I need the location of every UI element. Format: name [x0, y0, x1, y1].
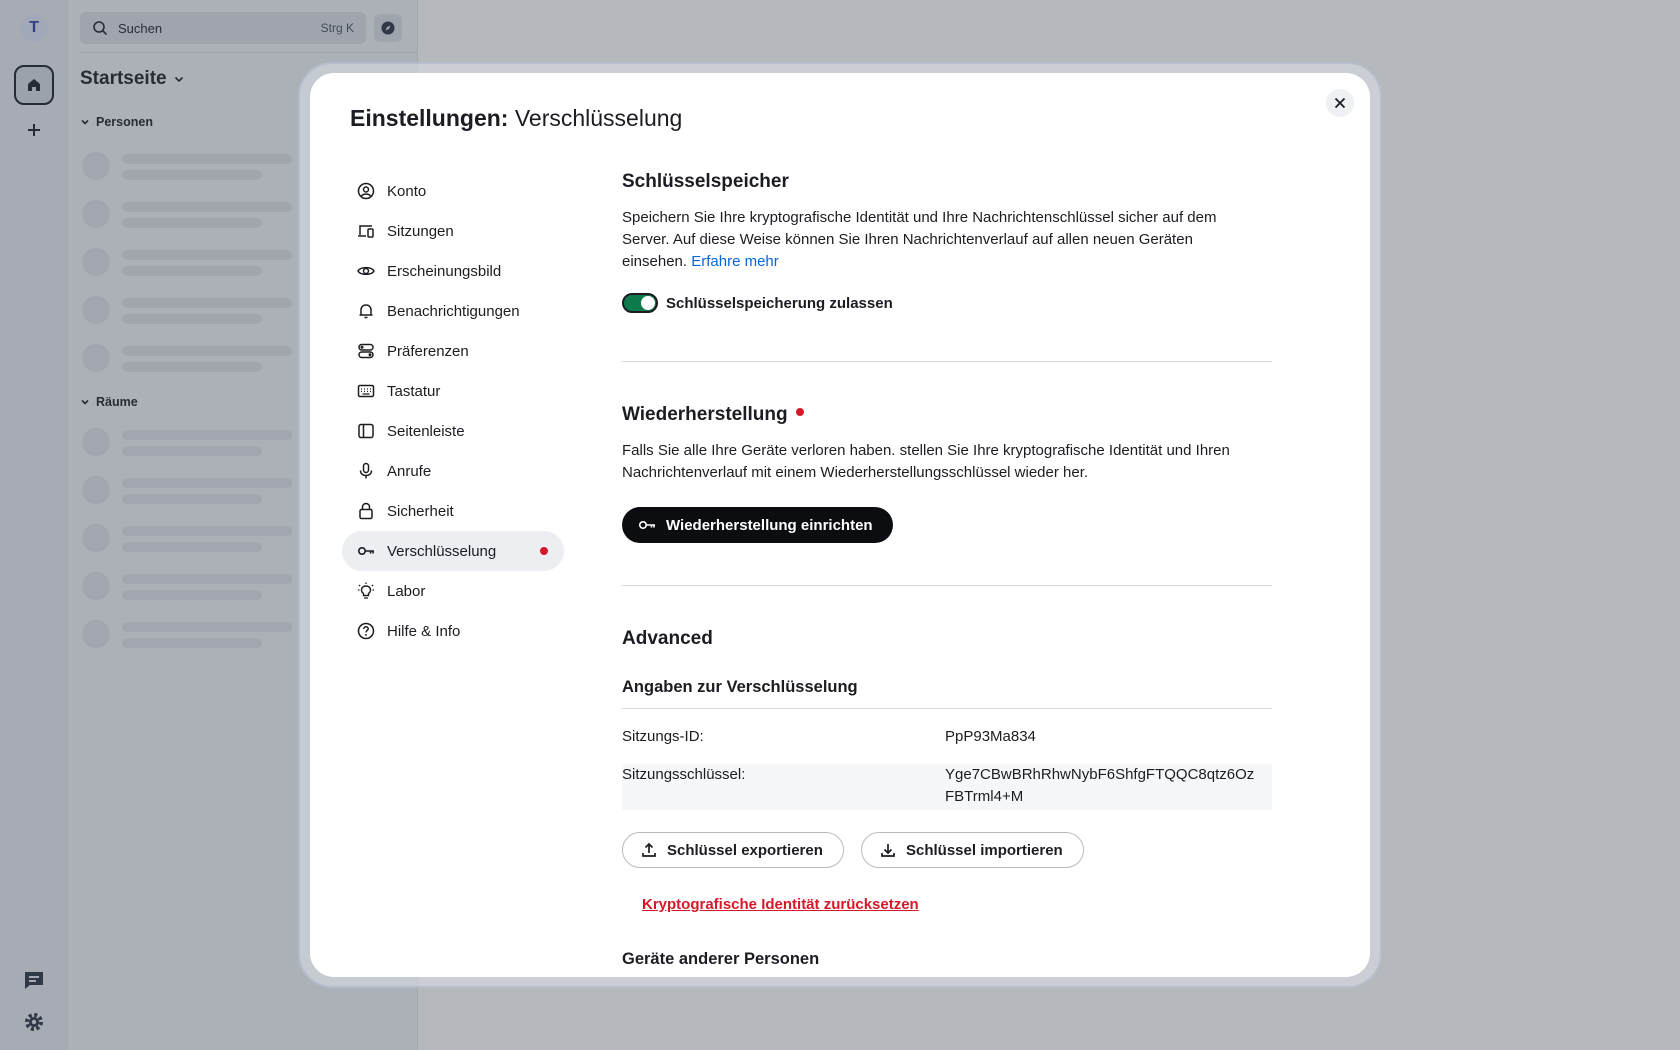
divider [622, 708, 1272, 709]
key-storage-toggle[interactable] [622, 293, 658, 313]
help-icon [356, 621, 376, 641]
other-devices-heading: Geräte anderer Personen [622, 950, 820, 968]
session-key-value [945, 764, 1272, 810]
nav-item-anrufe[interactable] [342, 451, 564, 491]
session-id-row [622, 726, 1272, 748]
session-id-label: Sitzungs-ID: [622, 728, 704, 745]
nav-item-label: Verschlüsselung [387, 542, 497, 560]
nav-item-label: Tastatur [387, 382, 441, 400]
nav-item-label: Konto [387, 182, 427, 200]
nav-item-erscheinungsbild[interactable] [342, 251, 564, 291]
session-key-value-line-1: Yge7CBwBRhRhwNybF6ShfgFTQQC8qtz6Oz [945, 766, 1255, 783]
search-label: Suchen [118, 20, 163, 36]
nav-item-label: Hilfe & Info [387, 622, 461, 640]
eye-icon [356, 261, 376, 281]
recovery-description: Falls Sie alle Ihre Geräte verloren haben. stellen Sie Ihre kryptografische Identität und Ihren Nachrichtenverlauf mit einem Wiederherstellungsschlüssel wieder her. [622, 442, 1230, 481]
upload-icon [641, 842, 657, 858]
dialog-title [350, 105, 682, 132]
nav-item-label: Sicherheit [387, 502, 454, 520]
nav-item-sitzungen[interactable] [342, 211, 564, 251]
key-storage-toggle-row [622, 293, 893, 313]
close-button[interactable] [1326, 89, 1354, 117]
nav-item-tastatur[interactable] [342, 371, 564, 411]
dialog-title-page: Verschlüsselung [508, 105, 683, 131]
close-icon [1334, 97, 1346, 109]
search-shortcut: Strg K [320, 21, 354, 35]
preferences-icon [356, 341, 376, 361]
export-keys-label: Schlüssel exportieren [667, 841, 823, 859]
nav-item-label: Labor [387, 582, 426, 600]
microphone-icon [356, 461, 376, 481]
encryption-details-heading: Angaben zur Verschlüsselung [622, 678, 858, 696]
import-keys-button[interactable] [861, 832, 1084, 868]
export-keys-button[interactable] [622, 832, 844, 868]
nav-item-praeferenzen[interactable] [342, 331, 564, 371]
settings-nav [342, 171, 564, 651]
key-storage-heading: Schlüsselspeicher [622, 171, 789, 192]
nav-item-labor[interactable] [342, 571, 564, 611]
session-id-value: PpP93Ma834 [945, 728, 1036, 745]
section-people-label: Personen [96, 115, 153, 129]
sidebar-icon [356, 421, 376, 441]
learn-more-link[interactable]: Erfahre mehr [691, 253, 779, 270]
nav-item-konto[interactable] [342, 171, 564, 211]
lightbulb-icon [356, 581, 376, 601]
divider [622, 585, 1272, 586]
session-key-value-line-2: FBTrml4+M [945, 788, 1024, 805]
nav-item-label: Präferenzen [387, 342, 469, 360]
nav-item-sicherheit[interactable] [342, 491, 564, 531]
space-avatar[interactable]: T [20, 14, 48, 42]
key-icon [356, 541, 376, 561]
alert-badge [540, 547, 548, 555]
setup-recovery-label: Wiederherstellung einrichten [666, 516, 873, 534]
nav-item-seitenleiste[interactable] [342, 411, 564, 451]
section-rooms-label: Räume [96, 395, 138, 409]
keyboard-icon [356, 381, 376, 401]
nav-item-verschluesselung[interactable] [342, 531, 564, 571]
bell-icon [356, 301, 376, 321]
nav-item-benachrichtigungen[interactable] [342, 291, 564, 331]
key-storage-description [622, 207, 1262, 273]
recovery-heading [622, 404, 804, 426]
nav-item-label: Anrufe [387, 462, 432, 480]
user-circle-icon [356, 181, 376, 201]
lock-icon [356, 501, 376, 521]
setup-recovery-button[interactable] [622, 507, 893, 543]
toggle-knob [641, 296, 655, 310]
session-key-label: Sitzungsschlüssel: [622, 766, 746, 783]
key-icon [638, 516, 656, 534]
devices-icon [356, 221, 376, 241]
reset-identity-link[interactable]: Kryptografische Identität zurücksetzen [642, 896, 919, 913]
alert-badge [796, 408, 804, 416]
nav-item-label: Erscheinungsbild [387, 262, 502, 280]
settings-dialog [310, 73, 1370, 977]
nav-item-label: Benachrichtigungen [387, 302, 520, 320]
session-key-row [622, 764, 1272, 810]
nav-item-hilfe[interactable] [342, 611, 564, 651]
import-keys-label: Schlüssel importieren [906, 841, 1063, 859]
recovery-heading-text: Wiederherstellung [622, 404, 788, 425]
download-icon [880, 842, 896, 858]
key-storage-text: Speichern Sie Ihre kryptografische Identität und Ihre Nachrichtenschlüssel sicher auf dem Server. Auf diese Weise können Sie Ihren Nachrichtenverlauf auf allen neuen Geräten einsehen. [622, 209, 1217, 270]
dialog-title-prefix: Einstellungen: [350, 105, 509, 131]
advanced-heading: Advanced [622, 628, 713, 649]
key-storage-toggle-label: Schlüsselspeicherung zulassen [666, 294, 893, 312]
divider [622, 361, 1272, 362]
nav-item-label: Sitzungen [387, 222, 454, 240]
home-title-label: Startseite [80, 68, 167, 89]
nav-item-label: Seitenleiste [387, 422, 465, 440]
